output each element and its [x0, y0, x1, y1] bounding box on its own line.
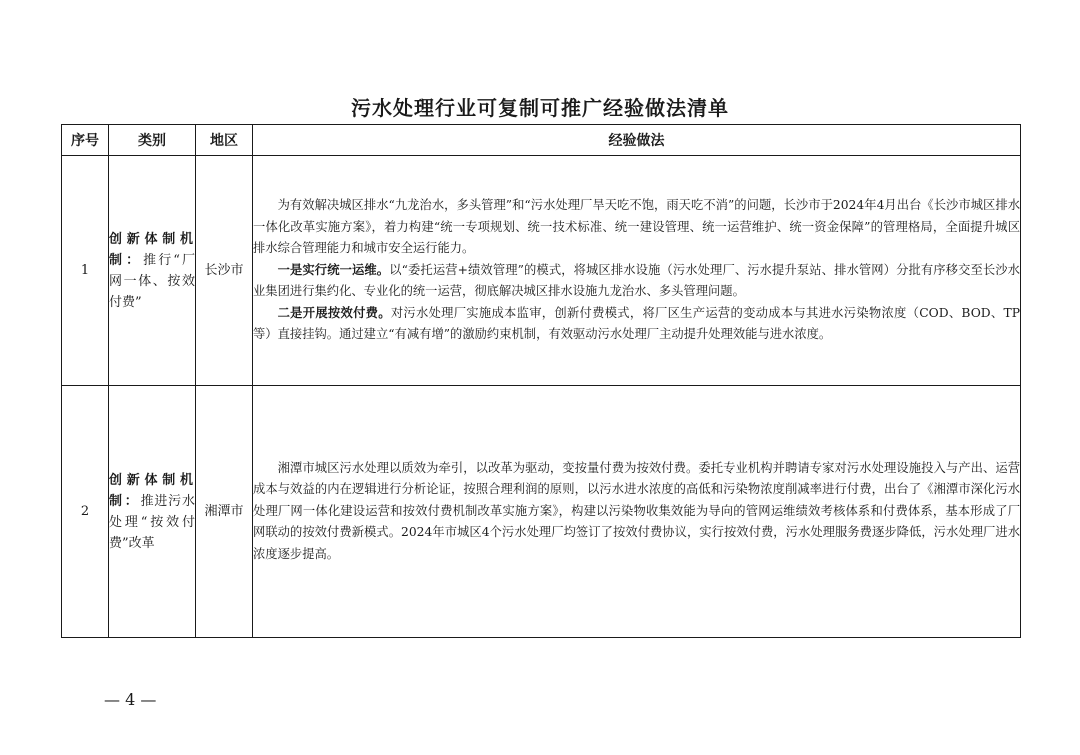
header-no: 序号: [62, 125, 109, 156]
practice-lead: 一是实行统一运维。: [277, 262, 390, 277]
header-category: 类别: [109, 125, 196, 156]
header-region: 地区: [196, 125, 253, 156]
practices-table: [61, 124, 1021, 638]
table-row: [62, 386, 1021, 638]
row-region: 长沙市: [196, 156, 253, 386]
header-practice: 经验做法: [253, 125, 1021, 156]
practice-paragraph: 湘潭市城区污水处理以质效为牵引，以改革为驱动，变按量付费为按效付费。委托专业机构并聘请专家对污水处理设施投入与产出、运营成本与效益的内在逻辑进行分析论证，按照合理利润的原则，以污水进水浓度的高低和污染物浓度削减率进行付费，出台了《湘潭市深化污水处理厂网一体化建设运营和按效付费机制改革实施方案》，构建以污染物收集效能为导向的管网运维绩效考核体系和付费体系，基本形成了厂网联动的按效付费新模式。2024年市城区4个污水处理厂均签订了按效付费协议，实行按效付费，污水处理服务费逐步降低，污水处理厂进水浓度逐步提高。: [253, 460, 1020, 561]
category-label: 创新体制机制：: [109, 231, 195, 268]
document-title: 污水处理行业可复制可推广经验做法清单: [351, 96, 729, 120]
category-label: 创新体制机制：: [109, 472, 195, 509]
table-row: [62, 156, 1021, 386]
row-practice: [253, 386, 1021, 638]
page-number: — 4 —: [104, 690, 157, 709]
practice-paragraph: 一是实行统一运维。以“委托运营+绩效管理”的模式，将城区排水设施（污水处理厂、污水提升泵站、排水管网）分批有序移交至长沙水业集团进行集约化、专业化的统一运营，彻底解决城区排水设施九龙治水、多头管理问题。: [253, 262, 1020, 299]
row-number: 2: [62, 386, 109, 638]
table-header-row: [62, 125, 1021, 156]
row-region: 湘潭市: [196, 386, 253, 638]
row-practice: [253, 156, 1021, 386]
row-category: [109, 156, 196, 386]
practice-paragraph: 为有效解决城区排水“九龙治水，多头管理”和“污水处理厂旱天吃不饱，雨天吃不消”的问题，长沙市于2024年4月出台《长沙市城区排水一体化改革实施方案》，着力构建“统一专项规划、统一技术标准、统一建设管理、统一运营维护、统一资金保障”的管理格局，全面提升城区排水综合管理能力和城市安全运行能力。: [253, 198, 1020, 256]
practice-paragraph: 二是开展按效付费。对污水处理厂实施成本监审，创新付费模式，将厂区生产运营的变动成本与其进水污染物浓度（COD、BOD、TP等）直接挂钩。通过建立“有减有增”的激励约束机制，有效驱动污水处理厂主动提升处理效能与进水浓度。: [253, 305, 1020, 342]
practice-lead: 二是开展按效付费。: [277, 305, 391, 320]
category-text: 推进污水处理“按效付费”改革: [109, 493, 195, 551]
category-text: 推行“厂网一体、按效付费”: [109, 252, 195, 310]
row-category: [109, 386, 196, 638]
row-number: 1: [62, 156, 109, 386]
